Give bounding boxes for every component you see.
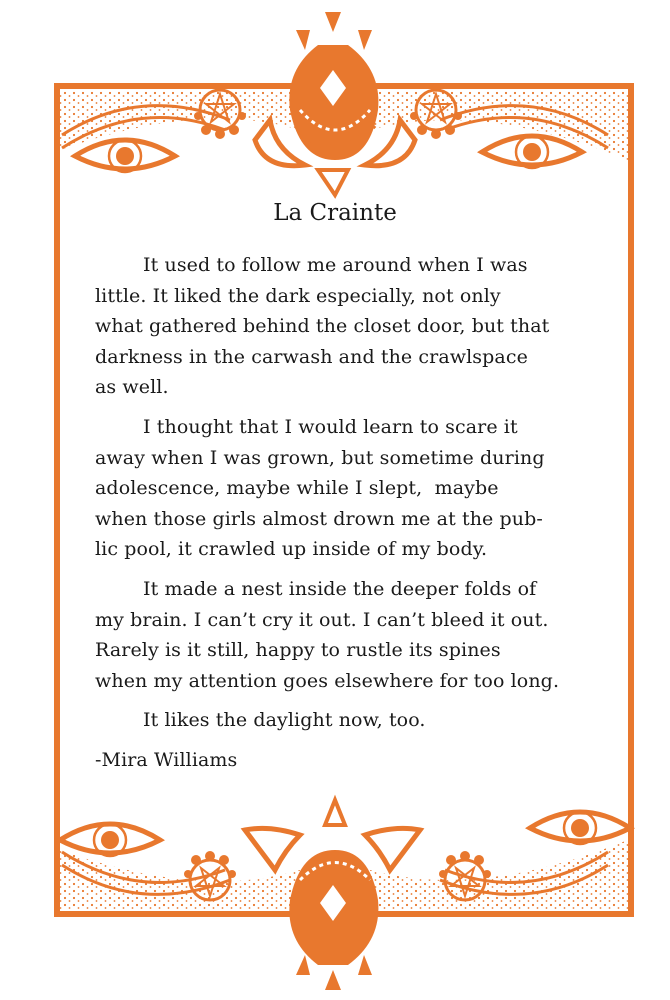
text-line: away when I was grown, but sometime during: [95, 446, 545, 469]
text-line: my brain. I can’t cry it out. I can’t bleed it out.: [95, 608, 549, 631]
text-line: as well.: [95, 376, 169, 399]
paragraph-1: [95, 250, 615, 403]
paragraph-2: [95, 412, 615, 565]
poem-body: [95, 250, 615, 785]
text-line: I thought that I would learn to scare it: [143, 415, 518, 438]
text-line: what gathered behind the closet door, but that: [95, 315, 550, 338]
text-line: lic pool, it crawled up inside of my body.: [95, 538, 488, 561]
text-line: little. It liked the dark especially, not only: [95, 284, 501, 307]
text-line: Rarely is it still, happy to rustle its spines: [95, 639, 501, 662]
top-ornament: [60, 12, 628, 195]
bottom-ornament: [60, 800, 630, 990]
text-line: darkness in the carwash and the crawlspace: [95, 345, 528, 368]
paragraph-4: [95, 705, 615, 736]
poem-title: La Crainte: [273, 200, 397, 226]
text-line: It used to follow me around when I was: [143, 254, 528, 276]
signature: -Mira Williams: [95, 748, 238, 771]
text-line: It likes the daylight now, too.: [143, 709, 426, 732]
paragraph-3: [95, 574, 615, 696]
text-line: when those girls almost drown me at the pub-: [95, 507, 543, 530]
text-line: when my attention goes elsewhere for too long.: [95, 669, 560, 692]
text-line: adolescence, maybe while I slept, maybe: [95, 477, 499, 500]
text-line: It made a nest inside the deeper folds of: [143, 577, 537, 600]
